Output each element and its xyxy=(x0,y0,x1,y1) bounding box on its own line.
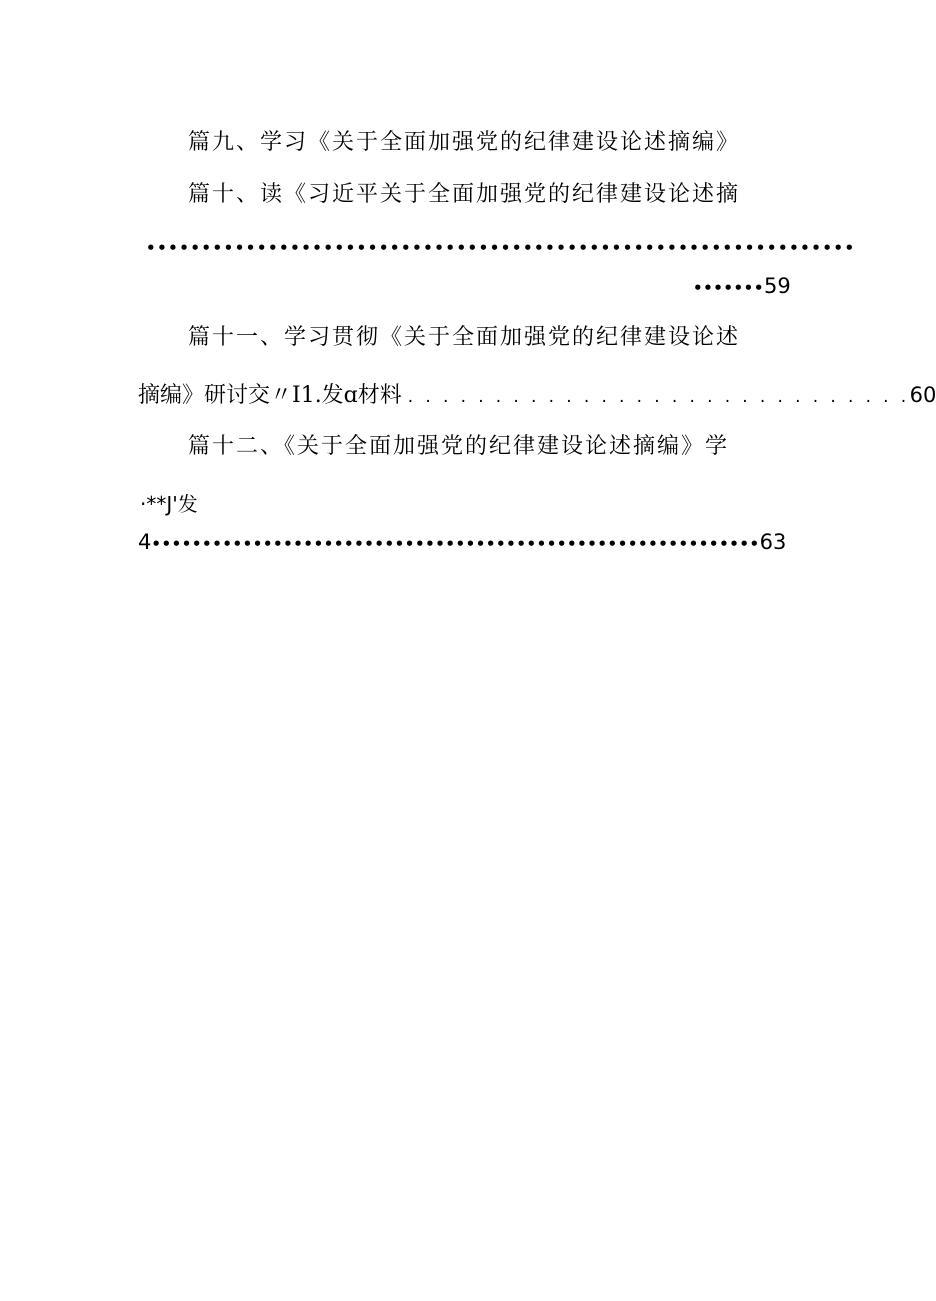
toc-entry-12-cont-title: ·**J'发 xyxy=(140,492,198,516)
toc-entry-12-prefix: 4 xyxy=(138,530,152,554)
toc-entry-10-leader-dots: •••••••••••••••••••••••••••••••••••••••••••••••••••••••••••••••• xyxy=(146,239,856,257)
toc-entry-10-page-row xyxy=(693,271,791,303)
toc-entry-10-page-number: 59 xyxy=(763,274,791,298)
toc-entry-12-leader-dots: •••••••••••••••••••••••••••••••••••••••••••••••••••••••••••• xyxy=(151,535,760,553)
toc-entry-11-page-number: 60 xyxy=(909,383,936,407)
toc-entry-11-cont-row xyxy=(138,380,936,412)
toc-entry-12-title: 篇十二、《关于全面加强党的纪律建设论述摘编》学 xyxy=(188,434,730,459)
toc-entry-11-title: 篇十一、学习贯彻《关于全面加强党的纪律建设论述 xyxy=(188,325,741,350)
toc-entry-12-page-row xyxy=(138,527,786,559)
toc-entry-9-title: 篇九、学习《关于全面加强党的纪律建设论述摘编》 xyxy=(188,130,741,155)
toc-entry-11-leader-dots: . . . . . . . . . . . . . . . . . . . . . . . . . . . . . xyxy=(407,387,910,407)
toc-entry-10-leader-tail: ••••••• xyxy=(693,279,764,297)
toc-entry-10-title: 篇十、读《习近平关于全面加强党的纪律建设论述摘 xyxy=(188,182,741,207)
toc-entry-11-cont-title: 摘编》研讨交〃I1.发ɑ材料 xyxy=(138,383,402,408)
toc-entry-12-page-number: 63 xyxy=(759,530,787,554)
